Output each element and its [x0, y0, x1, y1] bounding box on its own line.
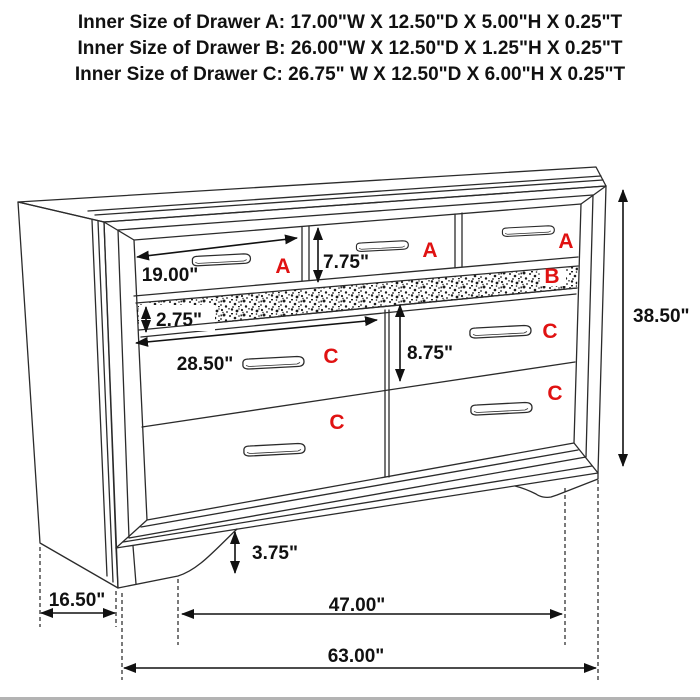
dim-label-feet-span: 47.00": [328, 595, 386, 616]
drawer-c2-right-handle: [471, 403, 532, 416]
inner-size-drawer-b: Inner Size of Drawer B: 26.00"W X 12.50"D X 1.25"H X 0.25"T: [77, 38, 623, 59]
left-foot-inner-line: [133, 546, 136, 584]
side-bevel-lines: [92, 220, 113, 582]
dim-label-drawer-a-height: 7.75": [323, 252, 369, 273]
drawer-c1-left-label: C: [323, 345, 339, 368]
dim-label-hidden-drawer-height: 2.75": [156, 310, 202, 331]
drawer-c2-right-label: C: [547, 382, 563, 405]
dim-label-depth: 16.50": [48, 590, 106, 611]
dim-label-drawer-c-height: 8.75": [407, 343, 453, 364]
drawer-a1-label: A: [275, 255, 291, 278]
dim-label-foot-height: 3.75": [252, 543, 298, 564]
dim-label-overall-width: 63.00": [327, 646, 385, 667]
drawer-c1-right-label: C: [542, 320, 558, 343]
dim-label-drawer-a-width: 19.00": [141, 265, 199, 286]
base-molding-lines: [123, 450, 592, 542]
drawer-a2-label: A: [422, 239, 438, 262]
drawer-a3-handle: [502, 226, 554, 237]
drawer-handles: [192, 226, 554, 456]
dim-label-overall-height: 38.50": [633, 306, 690, 327]
drawer-a2-handle: [356, 241, 408, 252]
drawer-a1-handle: [192, 254, 250, 266]
drawer-c1-left-handle: [243, 357, 304, 370]
drawer-b-label: B: [544, 265, 560, 288]
drawer-a3-label: A: [558, 230, 574, 253]
dim-label-drawer-c-width: 28.50": [176, 354, 234, 375]
drawer-c1-right-handle: [470, 326, 531, 339]
inner-size-drawer-c: Inner Size of Drawer C: 26.75" W X 12.50"D X 6.00"H X 0.25"T: [74, 64, 626, 85]
dim-arrow-drawer-a-width: [137, 238, 297, 257]
drawer-c2-left-handle: [244, 444, 305, 457]
side-panel: [18, 202, 118, 588]
drawer-c2-left-label: C: [329, 411, 345, 434]
hidden-drawer-b-strip: [136, 265, 578, 331]
inner-size-drawer-a: Inner Size of Drawer A: 17.00"W X 12.50"D X 5.00"H X 0.25"T: [77, 12, 623, 33]
